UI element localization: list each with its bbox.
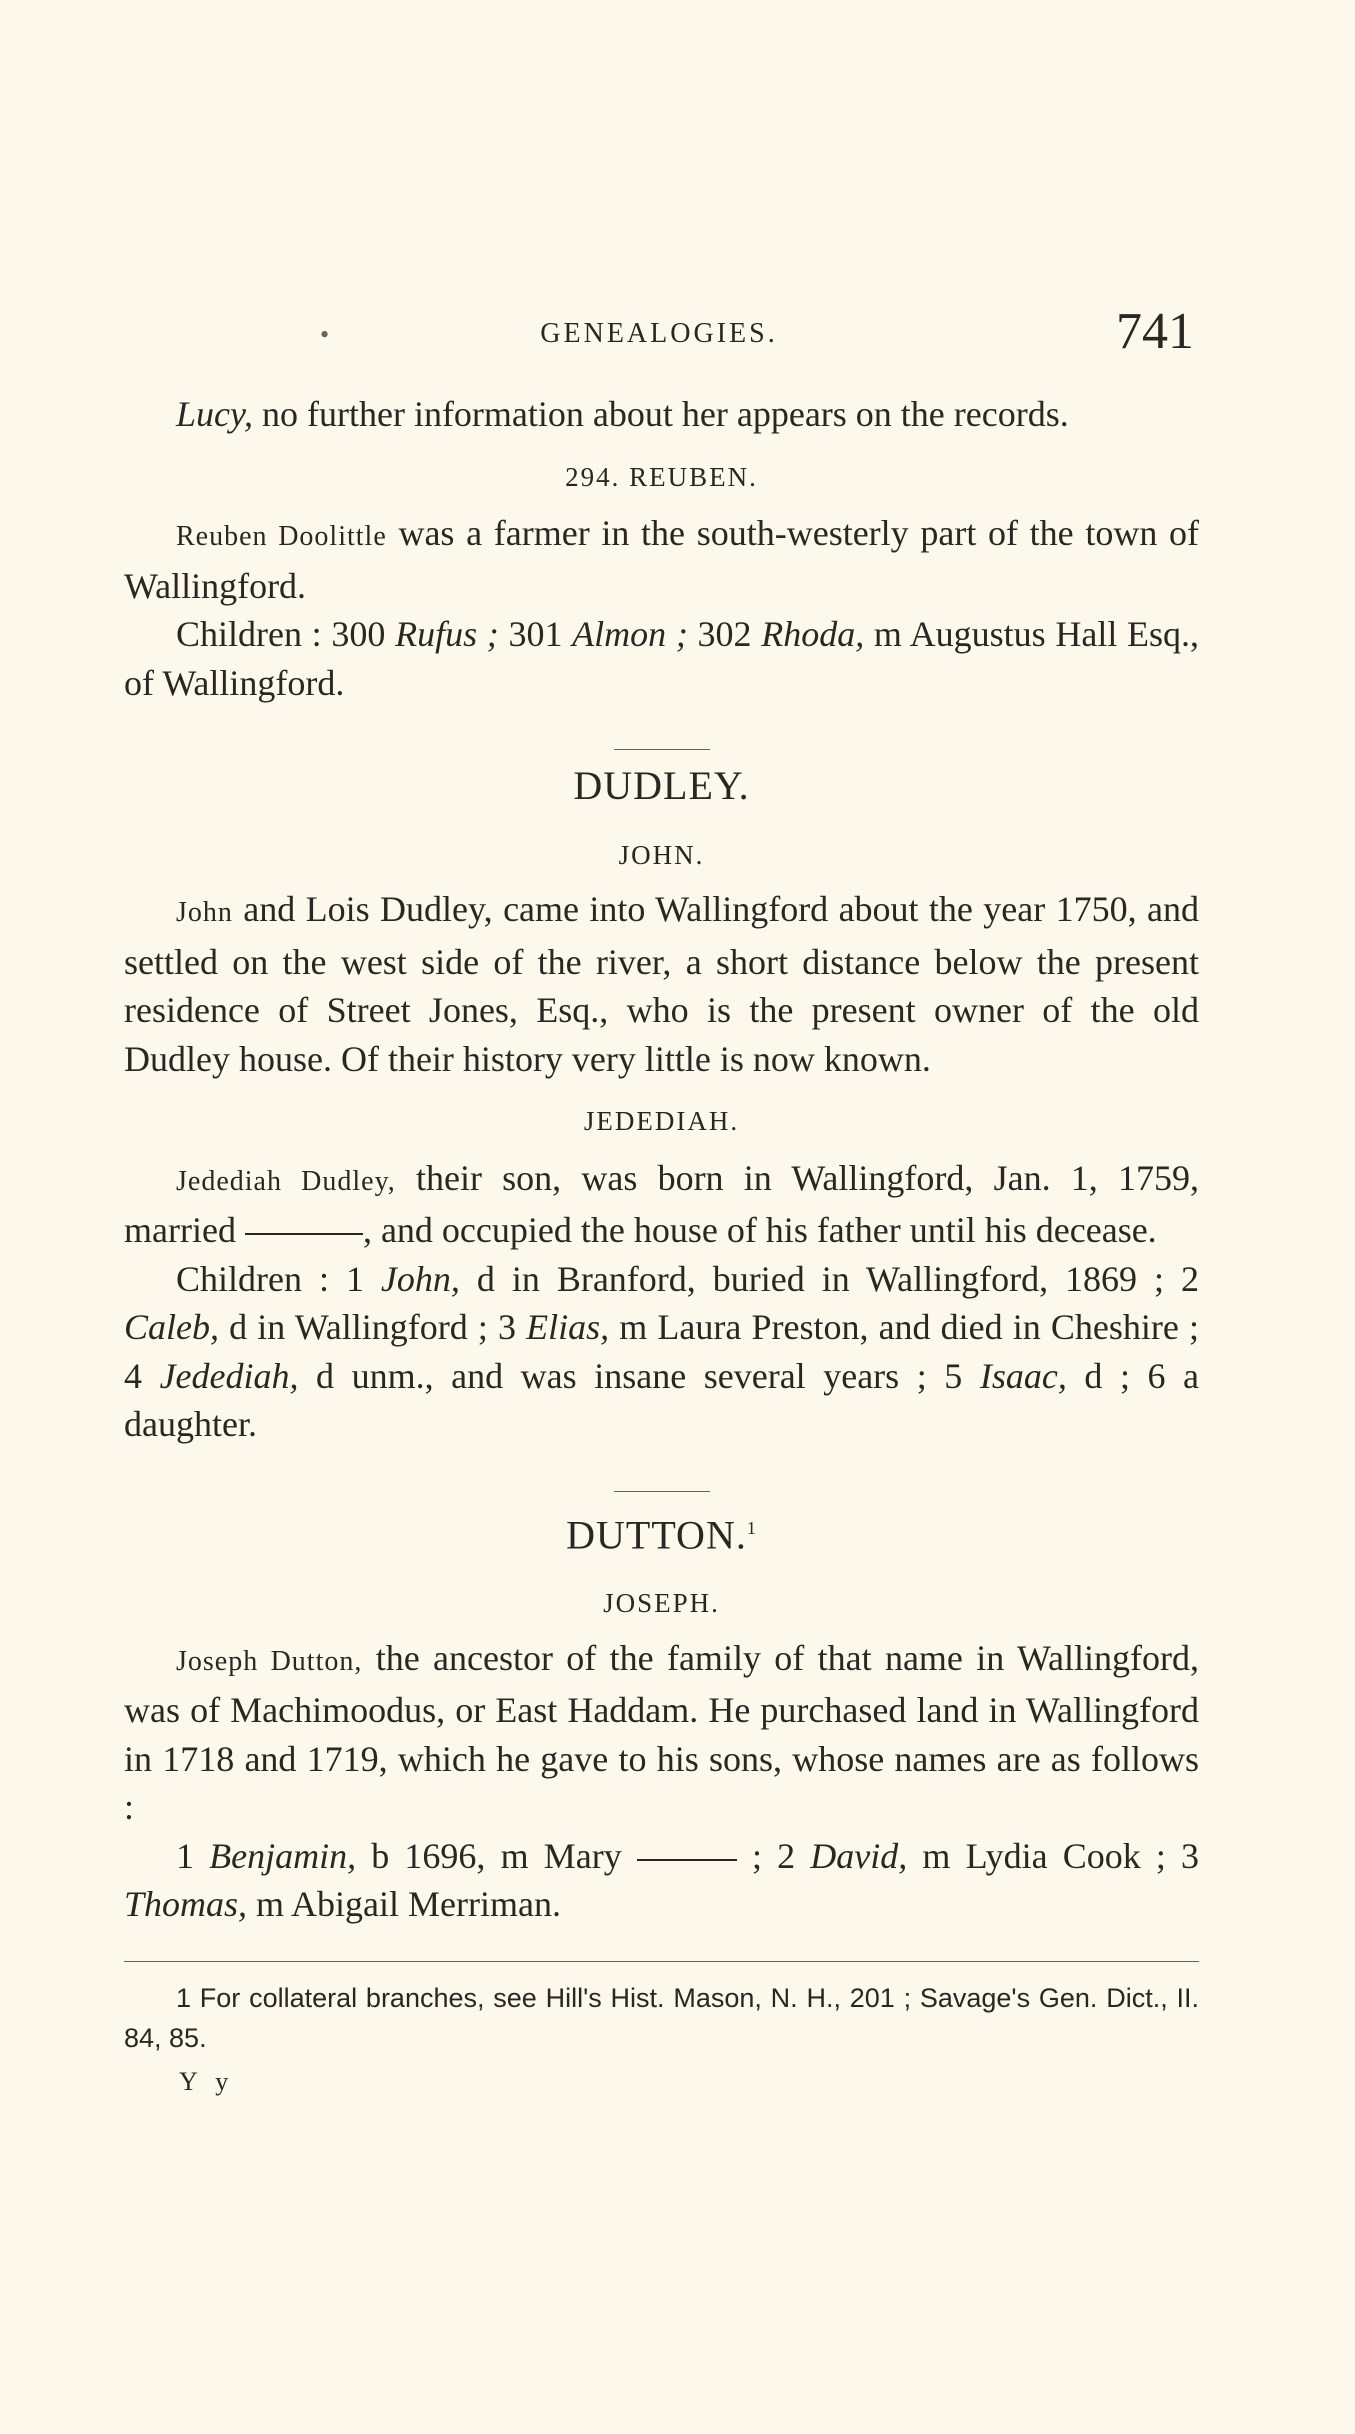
child-text: d ; 6 a daughter.	[124, 1355, 1200, 1444]
children-label: Children :	[176, 614, 332, 654]
lucy-text: no further information about her appears on the records.	[253, 394, 1069, 434]
reuben-text: was a farmer in the south-westerly part of the town of Wallingford.	[124, 513, 1199, 606]
joseph-paragraph	[124, 1634, 1199, 1832]
blank-dash	[245, 1233, 363, 1235]
jedediah-heading: JEDEDIAH.	[583, 1106, 740, 1136]
child-name: Benjamin,	[209, 1835, 357, 1876]
header-dot: •	[320, 320, 330, 349]
jedediah-text-2: , and occupied the house of his father until his decease.	[362, 1210, 1157, 1250]
page-body	[124, 390, 1199, 2106]
dudley-title: DUDLEY.	[573, 763, 750, 808]
jedediah-paragraph	[124, 1154, 1199, 1255]
child-number: 2	[1181, 1258, 1200, 1299]
reuben-heading: 294. REUBEN.	[565, 461, 758, 492]
reuben-name: Reuben Doolittle	[176, 521, 387, 552]
child-text: m Lydia Cook ; 3	[907, 1835, 1200, 1876]
child-text: ; 2	[736, 1835, 811, 1876]
children-label: Children :	[176, 1258, 346, 1299]
section-divider	[614, 1491, 710, 1492]
dutton-title	[124, 1504, 1199, 1560]
lucy-paragraph	[124, 390, 1199, 439]
child-name: Thomas,	[124, 1884, 248, 1925]
child-number: 300	[331, 614, 396, 654]
blank-dash	[637, 1859, 737, 1861]
dutton-title-text: DUTTON.	[566, 1511, 747, 1557]
child-name: David,	[810, 1835, 908, 1876]
signature-mark: Y y	[179, 2066, 235, 2096]
child-text: d in Wallingford ;	[219, 1307, 499, 1347]
joseph-heading: JOSEPH.	[603, 1588, 720, 1619]
footnote-rule	[124, 1961, 1199, 1962]
jedediah-name: Jedediah Dudley,	[176, 1165, 396, 1197]
joseph-name: Joseph Dutton,	[176, 1645, 363, 1677]
child-number: 301	[498, 614, 573, 654]
child-name: Rhoda,	[761, 614, 865, 654]
child-name: Elias,	[526, 1307, 610, 1347]
child-name: Almon ;	[572, 614, 688, 654]
child-name: Rufus ;	[395, 614, 499, 654]
child-name: John,	[380, 1258, 460, 1299]
child-number: 1	[176, 1835, 210, 1876]
child-text: b 1696, m Mary	[356, 1835, 637, 1876]
child-text: m Augustus Hall Esq., of Wallingford.	[124, 614, 1200, 703]
child-name: Isaac,	[979, 1355, 1067, 1396]
child-name: Jedediah,	[159, 1355, 299, 1396]
child-text: m Abigail Merriman.	[247, 1884, 561, 1925]
joseph-children	[124, 1832, 1199, 1929]
child-name: Caleb,	[124, 1307, 219, 1347]
lucy-name: Lucy,	[176, 394, 253, 434]
running-title: GENEALOGIES.	[540, 318, 778, 349]
running-header	[124, 303, 1194, 380]
child-text: m Laura Preston, and died in Cheshire ;	[609, 1307, 1199, 1347]
page-number: 741	[1116, 303, 1194, 360]
john-text: and Lois Dudley, came into Wallingford about the year 1750, and settled on the west side of the river, a short distance below the present residence of Street Jones, Esq., who is the present owner of the old Dudley house. Of their history very little is now known.	[124, 889, 1199, 1079]
section-divider	[614, 749, 710, 750]
reuben-paragraph	[124, 509, 1199, 610]
child-number: 4	[124, 1355, 160, 1396]
reuben-children	[124, 610, 1199, 707]
footnote: 1 For collateral branches, see Hill's Hist. Mason, N. H., 201 ; Savage's Gen. Dict., II. 84, 85.	[124, 1982, 1199, 2053]
footnote-mark: 1	[746, 1517, 757, 1538]
joseph-text: the ancestor of the family of that name in Wallingford, was of Machimoodus, or East Haddam. He purchased land in Wallingford in 1718 and 1719, which he gave to his sons, whose names are as follows :	[124, 1637, 1200, 1828]
jedediah-text: their son, was born in Wallingford, Jan. 1, 1759, married	[124, 1157, 1199, 1250]
child-text: d unm., and was insane several years ;	[298, 1355, 945, 1396]
john-name: John	[176, 897, 233, 928]
john-paragraph	[124, 885, 1199, 1083]
jedediah-children	[124, 1255, 1199, 1449]
child-number: 302	[687, 614, 762, 654]
child-text: d in Branford, buried in Wallingford, 1869 ;	[459, 1258, 1182, 1299]
john-heading: JOHN.	[618, 839, 705, 870]
child-number: 1	[345, 1258, 381, 1299]
child-number: 3	[498, 1307, 527, 1347]
child-number: 5	[944, 1355, 980, 1396]
